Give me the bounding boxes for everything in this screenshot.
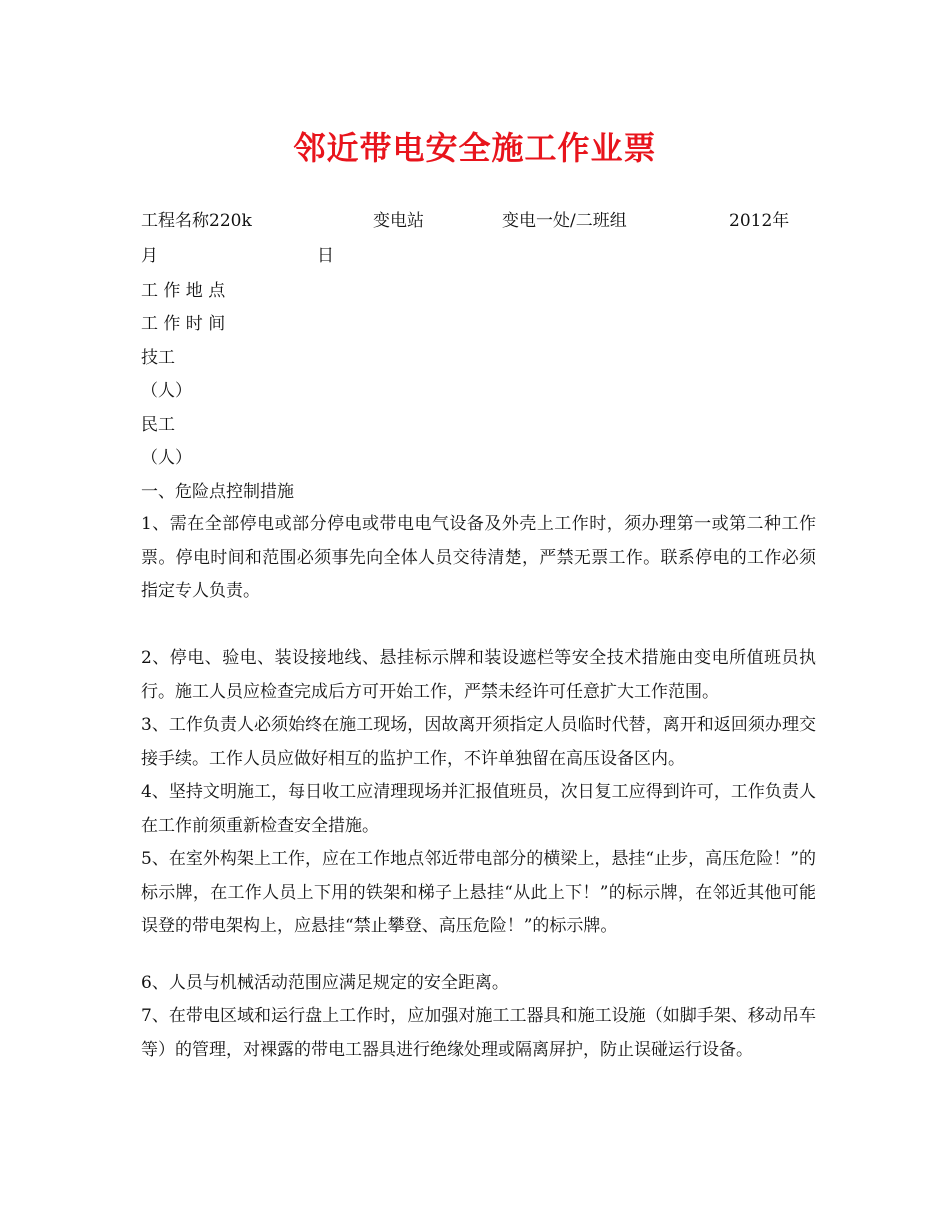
- measure-item-6: 6、人员与机械活动范围应满足规定的安全距离。: [141, 973, 509, 993]
- project-name-label: 工程名称220k: [141, 211, 252, 231]
- document-title: 邻近带电安全施工作业票: [293, 129, 657, 167]
- day-label: 日: [317, 246, 334, 266]
- laborer-unit: （人）: [141, 448, 192, 468]
- measure-item-7: 7、在带电区域和运行盘上工作时，应加强对施工工器具和施工设施（如脚手架、移动吊车等）的管理，对裸露的带电工器具进行绝缘处理或隔离屏护，防止误碰运行设备。: [141, 1006, 816, 1060]
- work-location-label: 工 作 地 点: [141, 281, 226, 301]
- measure-item-5: 5、在室外构架上工作，应在工作地点邻近带电部分的横梁上，悬挂“止步，高压危险！”的标示牌，在工作人员上下用的铁架和梯子上悬挂“从此上下！”的标示牌，在邻近其他可能误登的带电架构上，应悬挂“禁止攀登、高压危险！”的标示牌。: [141, 849, 816, 936]
- laborer-label: 民工: [141, 415, 175, 435]
- month-label: 月: [141, 246, 158, 266]
- technician-unit: （人）: [141, 381, 192, 401]
- measure-item-4: 4、坚持文明施工，每日收工应清理现场并汇报值班员，次日复工应得到许可，工作负责人在工作前须重新检查安全措施。: [141, 782, 816, 836]
- team-label: 变电一处/二班组: [502, 211, 627, 231]
- section-title: 一、危险点控制措施: [141, 482, 294, 502]
- measure-item-2: 2、停电、验电、装设接地线、悬挂标示牌和装设遮栏等安全技术措施由变电所值班员执行。施工人员应检查完成后方可开始工作，严禁未经许可任意扩大工作范围。: [141, 648, 816, 702]
- year-label: 2012年: [729, 211, 790, 231]
- technician-label: 技工: [141, 348, 175, 368]
- work-time-label: 工 作 时 间: [141, 314, 226, 334]
- station-label: 变电站: [373, 211, 424, 231]
- measure-item-1: 1、需在全部停电或部分停电或带电电气设备及外壳上工作时，须办理第一或第二种工作票。停电时间和范围必须事先向全体人员交待清楚，严禁无票工作。联系停电的工作必须指定专人负责。: [141, 514, 816, 601]
- measure-item-3: 3、工作负责人必须始终在施工现场，因故离开须指定人员临时代替，离开和返回须办理交接手续。工作人员应做好相互的监护工作，不许单独留在高压设备区内。: [141, 715, 816, 769]
